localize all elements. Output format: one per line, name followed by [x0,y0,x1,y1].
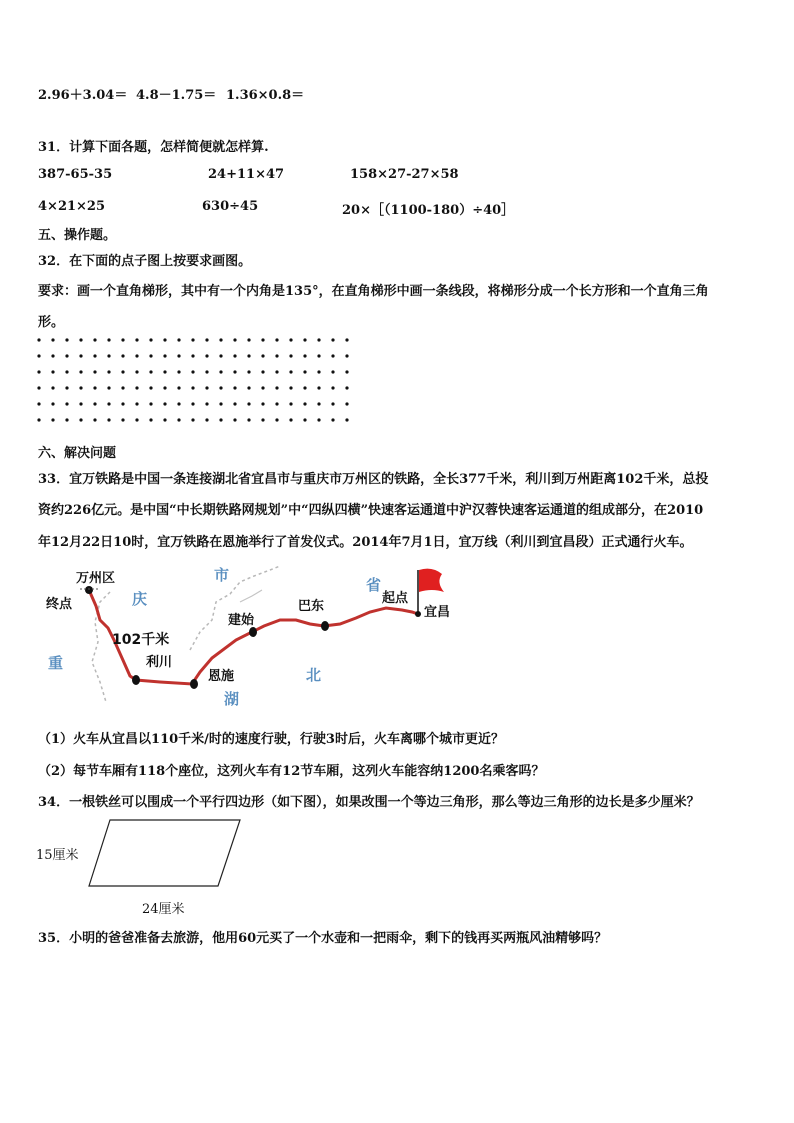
grid-dot[interactable] [107,370,110,373]
grid-dot[interactable] [135,354,138,357]
grid-dot[interactable] [275,338,278,341]
grid-dot[interactable] [135,370,138,373]
grid-dot[interactable] [275,370,278,373]
grid-dot[interactable] [149,418,152,421]
grid-dot[interactable] [317,370,320,373]
grid-dot[interactable] [65,402,68,405]
grid-dot[interactable] [149,386,152,389]
grid-dot[interactable] [79,354,82,357]
grid-dot[interactable] [331,338,334,341]
grid-dot[interactable] [233,370,236,373]
grid-dot[interactable] [79,338,82,341]
grid-dot[interactable] [65,386,68,389]
grid-dot[interactable] [121,386,124,389]
grid-dot[interactable] [191,386,194,389]
grid-dot[interactable] [149,370,152,373]
grid-dot[interactable] [177,370,180,373]
grid-dot[interactable] [121,338,124,341]
label-sheng: 省 [366,576,382,594]
grid-dot[interactable] [149,402,152,405]
label-yichang: 宜昌 [424,605,451,620]
grid-dot[interactable] [331,402,334,405]
arith-item-3: 1.36×0.8＝ [226,88,305,103]
label-jianshi: 建始 [228,613,255,628]
q33-text-line2: 资约226亿元。是中国“中长期铁路网规划”中“四纵四横”快速客运通道中沪汉蓉快速客运通道的组成部分，在2010 [38,503,704,518]
grid-dot[interactable] [317,354,320,357]
label-qing: 庆 [132,590,148,608]
grid-dot[interactable] [289,370,292,373]
grid-dot[interactable] [345,386,348,389]
q31-expr-6: 20×［（1100-180）÷40］ [342,203,515,218]
grid-dot[interactable] [289,418,292,421]
grid-dot[interactable] [331,386,334,389]
grid-dot[interactable] [289,402,292,405]
grid-dot[interactable] [289,386,292,389]
grid-dot[interactable] [149,338,152,341]
parallelogram-side-label: 15厘米 [36,848,79,863]
grid-dot[interactable] [303,354,306,357]
label-bei: 北 [306,666,322,684]
label-enshi: 恩施 [208,669,235,684]
grid-dot[interactable] [51,386,54,389]
grid-dot[interactable] [205,402,208,405]
grid-dot[interactable] [93,402,96,405]
grid-dot[interactable] [93,370,96,373]
grid-dot[interactable] [107,386,110,389]
q31-title: 31．计算下面各题，怎样简便就怎样算. [38,140,269,155]
q32-requirement-line1: 要求：画一个直角梯形，其中有一个内角是135°，在直角梯形中画一条线段，将梯形分成一个长方形和一个直角三角 [38,284,709,299]
grid-dot[interactable] [177,402,180,405]
grid-dot[interactable] [163,338,166,341]
grid-dot[interactable] [345,354,348,357]
grid-dot[interactable] [177,418,180,421]
grid-dot[interactable] [331,354,334,357]
grid-dot[interactable] [289,354,292,357]
grid-dot[interactable] [65,370,68,373]
grid-dot[interactable] [247,338,250,341]
grid-dot[interactable] [219,354,222,357]
parallelogram-base-label: 24厘米 [142,902,185,917]
grid-dot[interactable] [107,354,110,357]
grid-dot[interactable] [121,370,124,373]
grid-dot[interactable] [107,402,110,405]
grid-dot[interactable] [51,370,54,373]
grid-dot[interactable] [191,370,194,373]
grid-dot[interactable] [163,402,166,405]
label-badong: 巴东 [298,599,325,614]
grid-dot[interactable] [37,370,40,373]
grid-dot[interactable] [37,354,40,357]
grid-dot[interactable] [345,418,348,421]
parallelogram-figure [88,818,244,888]
grid-dot[interactable] [205,386,208,389]
grid-dot[interactable] [345,370,348,373]
arith-item-1: 2.96＋3.04＝ [38,88,128,103]
section-6-heading: 六、解决问题 [38,446,117,461]
grid-dot[interactable] [191,354,194,357]
station-lichuan-marker [132,675,140,685]
grid-dot[interactable] [275,354,278,357]
grid-dot[interactable] [107,418,110,421]
grid-dot[interactable] [345,338,348,341]
grid-dot[interactable] [219,338,222,341]
station-badong-marker [321,621,329,631]
grid-dot[interactable] [93,354,96,357]
q31-expr-4: 4×21×25 [38,199,106,214]
grid-dot[interactable] [345,402,348,405]
grid-dot[interactable] [275,418,278,421]
grid-dot[interactable] [317,386,320,389]
q35-title: 35．小明的爸爸准备去旅游，他用60元买了一个水壶和一把雨伞，剩下的钱再买两瓶风油精够吗？ [38,931,608,946]
grid-dot[interactable] [303,370,306,373]
grid-dot[interactable] [79,370,82,373]
station-enshi-marker [190,679,198,689]
grid-dot[interactable] [121,402,124,405]
label-end: 终点 [46,597,73,612]
grid-dot[interactable] [163,386,166,389]
grid-dot[interactable] [303,402,306,405]
grid-dot[interactable] [247,370,250,373]
grid-dot[interactable] [233,338,236,341]
station-wanzhou-marker [85,586,93,594]
parallelogram-shape [89,820,240,886]
grid-dot[interactable] [135,386,138,389]
q33-sub-question-1: （1）火车从宜昌以110千米/时的速度行驶，行驶3时后，火车离哪个城市更近？ [38,732,504,747]
grid-dot[interactable] [261,354,264,357]
grid-dot[interactable] [331,370,334,373]
section-5-heading: 五、操作题。 [38,228,117,243]
border-line-west [92,592,110,702]
station-jianshi-marker [249,627,257,637]
grid-dot[interactable] [331,418,334,421]
grid-dot[interactable] [233,402,236,405]
grid-dot[interactable] [205,338,208,341]
grid-dot[interactable] [149,354,152,357]
grid-dot[interactable] [177,338,180,341]
grid-dot[interactable] [37,386,40,389]
q33-text-line3: 年12月22日10时，宜万铁路在恩施举行了首发仪式。2014年7月1日，宜万线（利川到宜昌段）正式通行火车。 [38,535,693,550]
label-wanzhou: 万州区 [76,571,116,586]
grid-dot[interactable] [317,338,320,341]
q32-requirement-line2: 形。 [38,315,65,330]
grid-dot[interactable] [191,402,194,405]
grid-dot[interactable] [121,354,124,357]
dot-grid[interactable] [34,334,354,426]
grid-dot[interactable] [93,386,96,389]
grid-dot[interactable] [275,402,278,405]
q31-expr-5: 630÷45 [202,199,259,214]
grid-dot[interactable] [163,354,166,357]
grid-dot[interactable] [79,386,82,389]
grid-dot[interactable] [79,402,82,405]
grid-dot[interactable] [219,370,222,373]
grid-dot[interactable] [247,386,250,389]
grid-dot[interactable] [205,418,208,421]
grid-dot[interactable] [233,386,236,389]
q33-sub-question-2: （2）每节车厢有118个座位，这列火车有12节车厢，这列火车能容纳1200名乘客吗？ [38,764,545,779]
grid-dot[interactable] [261,402,264,405]
label-chong: 重 [48,654,64,672]
grid-dot[interactable] [233,354,236,357]
grid-dot[interactable] [51,338,54,341]
grid-dot[interactable] [121,418,124,421]
grid-dot[interactable] [191,338,194,341]
grid-dot[interactable] [79,418,82,421]
grid-dot[interactable] [317,418,320,421]
grid-dot[interactable] [163,370,166,373]
arith-item-2: 4.8－1.75＝ [136,88,217,103]
grid-dot[interactable] [303,418,306,421]
grid-dot[interactable] [247,402,250,405]
grid-dot[interactable] [37,338,40,341]
grid-dot[interactable] [37,418,40,421]
grid-dot[interactable] [163,418,166,421]
grid-dot[interactable] [247,354,250,357]
border-line-small [240,590,262,602]
grid-dot[interactable] [93,338,96,341]
q33-text-line1: 33．宜万铁路是中国一条连接湖北省宜昌市与重庆市万州区的铁路，全长377千米，利川到万州距离102千米，总投 [38,472,709,487]
grid-dot[interactable] [219,418,222,421]
grid-dot[interactable] [37,402,40,405]
grid-dot[interactable] [65,418,68,421]
grid-dot[interactable] [247,418,250,421]
grid-dot[interactable] [219,402,222,405]
q31-expr-1: 387-65-35 [38,167,113,182]
grid-dot[interactable] [93,418,96,421]
grid-dot[interactable] [135,338,138,341]
grid-dot[interactable] [233,418,236,421]
label-shi: 市 [214,566,230,584]
grid-dot[interactable] [317,402,320,405]
grid-dot[interactable] [135,418,138,421]
grid-dot[interactable] [261,418,264,421]
grid-dot[interactable] [261,386,264,389]
flag-icon [419,569,444,592]
grid-dot[interactable] [65,354,68,357]
grid-dot[interactable] [261,338,264,341]
grid-dot[interactable] [205,370,208,373]
railway-map [40,562,460,712]
q31-expr-2: 24+11×47 [208,167,285,182]
border-line-east [190,566,280,650]
grid-dot[interactable] [107,338,110,341]
label-lichuan: 利川 [146,655,173,670]
grid-dot[interactable] [303,386,306,389]
grid-dot[interactable] [275,386,278,389]
grid-dot[interactable] [191,418,194,421]
q32-title: 32．在下面的点子图上按要求画图。 [38,254,252,269]
q31-expr-3: 158×27-27×58 [350,167,459,182]
grid-dot[interactable] [177,354,180,357]
grid-dot[interactable] [177,386,180,389]
grid-dot[interactable] [219,386,222,389]
grid-dot[interactable] [65,338,68,341]
q34-title: 34．一根铁丝可以围成一个平行四边形（如下图），如果改围一个等边三角形，那么等边三角形的边长是多少厘米？ [38,795,700,810]
label-distance: 102千米 [112,632,170,648]
grid-dot[interactable] [303,338,306,341]
grid-dot[interactable] [135,402,138,405]
label-hu: 湖 [224,690,240,708]
grid-dot[interactable] [51,418,54,421]
grid-dot[interactable] [51,402,54,405]
grid-dot[interactable] [51,354,54,357]
grid-dot[interactable] [205,354,208,357]
grid-dot[interactable] [289,338,292,341]
grid-dot[interactable] [261,370,264,373]
label-start: 起点 [382,591,409,606]
